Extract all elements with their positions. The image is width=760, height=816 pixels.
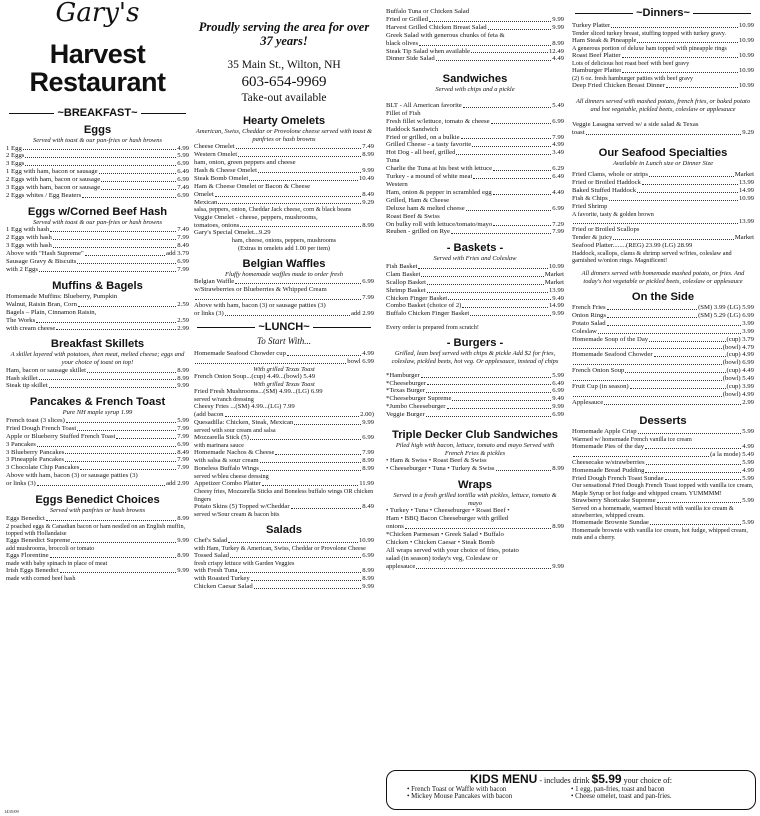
omelets-title: Hearty Omelets: [242, 115, 326, 127]
dinners-heading: ~Dinners~: [572, 10, 754, 18]
dinners-note-3: Lots of delicious hot roast beef with beef gravy: [572, 60, 690, 68]
dinners-note-4: (2) 6 oz. fresh hamburger patties with beef gravy: [572, 75, 694, 83]
menu-item: 7.99: [194, 294, 374, 302]
dinners-list-3: [572, 52, 754, 60]
menu-item: Steak Bomb Omelet 10.49: [194, 174, 374, 182]
menu-item: Homemade Seafood Chowder (cup) 4.99: [572, 351, 754, 359]
kids-menu-box: [386, 770, 756, 810]
menu-item: (add bacon 2.00): [194, 411, 374, 419]
menu-item: 1 Egg with ham, bacon or sausage 6.49: [6, 168, 189, 176]
menu-item: Ham & Cheese Omelet or Bacon & Cheese: [194, 182, 311, 190]
menu-item: Hamburger Platter 10.99: [572, 67, 754, 75]
menu-item: Ham Steak & Pineapple 10.99: [572, 37, 754, 45]
waffles-list: [194, 278, 374, 318]
waffles-title: Belgian Waffles: [242, 257, 326, 270]
salads-note: with Ham, Turkey & American, Swiss, Cheddar or Provolone Cheese: [194, 544, 366, 552]
menu-item: Homemade Seafood Chowder cup 4.99: [194, 349, 374, 357]
menu-item: Coleslaw 3.99: [572, 327, 754, 335]
wraps-title: Wraps: [458, 479, 492, 492]
menu-item: w/Strawberries or Blueberries & Whipped Cream: [194, 286, 327, 294]
side-title: On the Side: [631, 291, 695, 304]
menu-item: tomatoes, onions 8.99: [194, 221, 374, 229]
muffins-title: Muffins & Bagels: [52, 279, 143, 292]
benedict-note-4: made with corned beef hash: [6, 575, 76, 583]
menu-item: Shrimp Basket 13.99: [386, 286, 564, 294]
lunch-list-8: [194, 503, 374, 511]
menu-item: Haddock Sandwich: [386, 125, 439, 133]
menu-item: black olives 8.99: [386, 39, 564, 47]
column-3: [386, 0, 564, 766]
menu-item: 2 Eggs whites / Egg Beaters 6.99: [6, 191, 189, 199]
menu-item: Eggs Benedict 8.99: [6, 514, 189, 522]
omelets-sub: American, Swiss, Cheddar or Provolone cheese served with toast & panfries or hash browns: [195, 128, 373, 143]
burgers-title: - Burgers -: [446, 337, 504, 350]
menu-item: Fried Shrimp: [572, 203, 608, 211]
menu-item: 13.99: [572, 218, 754, 226]
side-list: [572, 304, 754, 407]
sandwiches-title: Sandwiches: [442, 73, 508, 86]
column-1: [6, 0, 189, 808]
menu-item: 3 Pancakes 6.99: [6, 440, 189, 448]
menu-item: Western: [386, 181, 408, 188]
lunch-list: [194, 350, 374, 366]
menu-item: Buffalo Chicken Finger Basket 9.99: [386, 310, 564, 318]
menu-item: with Roasted Turkey 8.99: [194, 574, 374, 582]
benedict-list-4: [6, 567, 189, 575]
wraps-line-3: *Chicken Parmesan • Greek Salad • Buffalo: [386, 531, 504, 539]
menu-item: Chicken Finger Basket 9.49: [386, 294, 564, 302]
lunch-note-4: served with sour cream and salsa: [194, 427, 276, 435]
menu-item: *Hamburger 5.99: [386, 371, 564, 379]
to-start-with: To Start With...: [257, 335, 311, 346]
wraps-line-6: salad (in season) today's veg, Coleslaw or: [386, 554, 498, 562]
takeout: Take-out available: [241, 92, 327, 104]
menu-item: French Onion Soup...(cup) 4.49...(bowl) 5.49: [194, 373, 316, 381]
menu-item: Potato Salad 3.99: [572, 319, 754, 327]
menu-item: Bagels – Plain, Cinnamon Raisin,: [6, 308, 97, 316]
benedict-sub: Served with panfries or hash browns: [49, 507, 146, 515]
menu-item: Harvest Grilled Chicken Breast Salad 9.99: [386, 23, 564, 31]
skillets-title: Breakfast Skillets: [50, 338, 145, 351]
menu-item: 2 Eggs with ham, bacon or sausage 6.99: [6, 176, 189, 184]
menu-item: *Cheeseburger 6.49: [386, 379, 564, 387]
menu-item: 2 Eggs with hash 7.99: [6, 234, 189, 242]
menu-item: Fried Dough French Toast 7.99: [6, 424, 189, 432]
muffins-list: [6, 301, 189, 333]
benedict-list: [6, 515, 189, 523]
menu-item: French Onion Soup (cup) 4.49: [572, 367, 754, 375]
menu-item: bowl 6.99: [194, 358, 374, 366]
benedict-note: 2 poached eggs & Canadian bacon or ham nestled on an English muffin, topped with Hollandaise: [6, 522, 186, 537]
menu-item: Belgian Waffle 6.99: [194, 278, 374, 286]
menu-item: Boneless Buffalo Wings 8.99: [194, 465, 374, 473]
menu-item: Charlie the Tuna at his best with lettuce 6.29: [386, 165, 564, 173]
desserts-list-2: [572, 443, 754, 483]
desserts-note-4: Homemade brownie with vanilla ice cream, hot fudge, whipped cream, nuts and a cherry.: [572, 527, 748, 542]
menu-item: French toast (3 slices) 5.99: [6, 416, 189, 424]
veggie-lasagna: Veggie Lasagna served w/ a side salad & Texas: [572, 121, 699, 129]
salads-title: Salads: [265, 523, 303, 536]
seafood-note: A favorite, tasty & golden brown: [572, 211, 654, 218]
menu-item: Strawberry Shortcake Supreme 5.99: [572, 496, 754, 504]
menu-item: Hot Dog - all beef, grilled 3.49: [386, 149, 564, 157]
kids-item: • French Toast or Waffle with bacon: [407, 786, 507, 793]
menu-item: Apple or Blueberry Stuffed French Toast 7.99: [6, 432, 189, 440]
menu-item: Fried or Broiled Scallops: [572, 226, 640, 234]
club-line-2: • Cheeseburger • Tuna • Turkey & Swiss 8.99: [386, 465, 564, 473]
wraps-line-5: All wraps served with your choice of fries, potato: [386, 546, 519, 554]
menu-item: Ham, bacon or sausage skillet 8.99: [6, 366, 189, 374]
omelets-note: salsa, peppers, onion, Cheddar Jack cheese, corn & black beans: [194, 206, 352, 214]
kids-right-list: [571, 786, 735, 800]
menu-item: Fried Dough French Toast Sundae 5.99: [572, 474, 754, 482]
menu-item: Western Omelet 8.99: [194, 151, 374, 159]
menu-item: Potato Skins (5) Topped w/Cheddar 8.49: [194, 502, 374, 510]
menu-item: Homemade Apple Crisp 5.99: [572, 427, 754, 435]
lunch-list-6: [194, 449, 374, 473]
salads-continued-list: [386, 8, 564, 63]
seafood-list-2: [572, 218, 754, 250]
club-line-1: • Ham & Swiss • Roast Beef & Swiss: [386, 457, 487, 465]
baskets-sub: Served with Fries and Coleslaw: [433, 255, 517, 263]
salads-list-2: [194, 552, 374, 560]
benedict-list-2: [6, 537, 189, 545]
menu-item: The Works 2.59: [6, 316, 189, 324]
kids-item: • 1 egg, pan-fries, toast and bacon: [571, 786, 665, 793]
menu-item: Veggie Omelet - cheese, peppers, mushrooms,: [194, 213, 318, 221]
menu-item: Tossed Salad 6.99: [194, 551, 374, 559]
wraps-line-2: Ham • BBQ Bacon Cheeseburger with grilled: [386, 515, 509, 523]
seafood-title: Our Seafood Specialties: [598, 146, 728, 159]
lunch-note-7: Cheesy fries, Mozzarella Sticks and Boneless buffalo wings OR chicken fingers: [194, 488, 374, 503]
menu-item: Walnut, Raisin Bran, Corn 2.59: [6, 300, 189, 308]
pancakes-list: [6, 417, 189, 488]
benedict-title: Eggs Benedict Choices: [35, 494, 160, 507]
menu-item: (bowl) 5.49: [572, 375, 754, 383]
eggs-sub: Served with toast & our pan-fries or hash browns: [32, 136, 163, 144]
menu-item: Fish & Chips 10.99: [572, 195, 754, 203]
cbh-title: Eggs w/Corned Beef Hash: [27, 205, 168, 218]
menu-item: Tuna: [386, 157, 400, 165]
seafood-sub: Available in Lunch size or Dinner Size: [612, 159, 714, 167]
menu-item: onions 8.99: [386, 523, 564, 531]
menu-item: Eggs Florentine 8.99: [6, 552, 189, 560]
dinners-served-note: All dinners served with mashed potato, french fries, or baked potato and hot vegetable, pickled beets, coleslaw or applesauce: [575, 98, 751, 113]
wraps-line-1: • Turkey • Tuna • Cheeseburger • Roast Beef •: [386, 507, 510, 515]
menu-item: Reuben - grilled on Rye 7.99: [386, 228, 564, 236]
menu-item: Steak Tip Salad when available 12.49: [386, 47, 564, 55]
salads-list-3: [194, 567, 374, 591]
skillets-list: [6, 367, 189, 391]
club-title: Triple Decker Club Sandwiches: [391, 429, 558, 442]
logo-script: Gary's: [55, 0, 140, 28]
kids-left-list: [407, 786, 571, 800]
breakfast-heading: ~BREAKFAST~: [6, 110, 189, 118]
menu-item: Quesadilla: Chicken, Steak, Mexican 9.99: [194, 419, 374, 427]
column-4: [572, 0, 754, 766]
menu-item: Scallop Basket Market: [386, 278, 564, 286]
baskets-note: Every order is prepared from scratch!: [386, 324, 479, 332]
menu-item: with Fresh Tuna 8.99: [194, 567, 374, 575]
eggs-title: Eggs: [83, 123, 112, 136]
sandwiches-list: [386, 102, 564, 236]
omelets-note-3: (Extras in omelets add 1.00 per item): [238, 244, 330, 252]
baskets-title: - Baskets -: [446, 242, 504, 255]
wraps-line-4: Chicken • Chicken Caesar • Steak Bomb: [386, 538, 495, 546]
menu-item: Onion Rings (SM) 5.29 (LG) 6.99: [572, 311, 754, 319]
seafood-served-note: All dinners served with homemade mashed potato, or fries. And today's hot vegetable or pickled beets, coleslaw or applesauce: [581, 270, 745, 285]
dinners-list-4: [572, 67, 754, 75]
desserts-list-3: [572, 497, 754, 505]
menu-item: Grilled, Ham & Cheese: [386, 196, 450, 204]
menu-item: ham, onion, green peppers and cheese: [194, 159, 296, 166]
menu-item: Above with ham, bacon (3) or sausage patties (3): [6, 472, 138, 480]
kids-item: • Cheese omelet, toast and pan-fries.: [571, 793, 672, 800]
address: 35 Main St., Wilton, NH: [227, 59, 341, 71]
tagline: Proudly serving the area for over 37 years!: [198, 20, 370, 48]
menu-item: Baked Stuffed Haddock 14.99: [572, 187, 754, 195]
menu-item: (a la mode) 5.49: [572, 451, 754, 459]
seafood-note-2: Haddock, scallops, clams & shrimp served w/fries, coleslaw and garnished w/onion rings. Magnificent!: [572, 249, 732, 265]
menu-item: Homemade Nachos & Cheese 7.99: [194, 449, 374, 457]
menu-item: Fruit Cup (in season) (cup) 3.99: [572, 383, 754, 391]
burgers-sub: Grilled, lean beef served with chips & pickle Add $2 for fries, coleslaw, pickled beets, hot veg. Or applesauce, instead of chips: [391, 350, 559, 366]
desserts-note-3: Served on a homemade, warmed biscuit with vanilla ice cream & strawberries, whipped cream.: [572, 504, 734, 519]
benedict-list-3: [6, 552, 189, 560]
menu-item: *Jumbo Cheeseburger 9.99: [386, 403, 564, 411]
menu-item: Cheesecake w/strawberries 5.99: [572, 458, 754, 466]
menu-item: Greek Salad with generous chunks of feta &: [386, 31, 505, 39]
menu-item: Homemade Soup of the Day (cup) 3.79: [572, 335, 754, 343]
club-sub: Piled high with bacon, lettuce, tomato and mayo Served with French Fries & pickles: [395, 442, 555, 457]
logo-harvest: Harvest: [49, 39, 146, 69]
pancakes-title: Pancakes & French Toast: [29, 396, 166, 409]
menu-item: Mexican 9.29: [194, 198, 374, 206]
menu-item: Fried or Grilled 9.99: [386, 15, 564, 23]
menu-item: 3 Chocolate Chip Pancakes 7.99: [6, 464, 189, 472]
lunch-list-3: [194, 388, 374, 396]
menu-item: (bowl) 6.99: [572, 359, 754, 367]
menu-item: 3 Blueberry Pancakes 8.49: [6, 448, 189, 456]
menu-item: Fried or Broiled Haddock 13.99: [572, 179, 754, 187]
menu-item: Hash & Cheese Omelet 9.99: [194, 166, 374, 174]
pancakes-sub: Pure NH maple syrup 1.99: [62, 409, 133, 417]
menu-item: Veggie Burger 6.99: [386, 411, 564, 419]
menu-item: Ham, onion & pepper in scrambled egg 4.49: [386, 188, 564, 196]
lunch-note: With grilled Texas Toast: [253, 365, 315, 373]
waffles-sub: Fluffy homemade waffles made to order fresh: [225, 270, 343, 278]
menu-item: Roast Beef Platter 10.99: [572, 52, 754, 60]
muffins-desc: Homemade Muffins: Blueberry, Pumpkin: [6, 292, 118, 300]
benedict-note-3: made with baby spinach in place of meat: [6, 559, 108, 567]
lunch-list-5: [194, 434, 374, 442]
menu-item: Homemade Bread Pudding 4.99: [572, 466, 754, 474]
menu-item: Steak tip skillet 9.99: [6, 382, 189, 390]
menu-item: Clam Basket Market: [386, 270, 564, 278]
menu-item: Seafood Platter........(REG) 23.99 (LG) 28.99: [572, 241, 693, 249]
menu-item: Dinner Side Salad 4.49: [386, 55, 564, 63]
menu-item: 3 Eggs with hash 8.49: [6, 242, 189, 250]
kids-title: KIDS MENU - includes drink $5.99 your choice of:: [469, 772, 673, 786]
menu-item: Fried or grilled, on a bulkie 7.99: [386, 133, 564, 141]
lunch-note-5: with marinara sauce: [194, 442, 244, 450]
menu-item: Deep Fried Chicken Breast Dinner 10.99: [572, 82, 754, 90]
menu-item: with 2 Eggs 7.99: [6, 265, 189, 273]
menu-item: Cheesy Fries ...(SM) 4.99...(LG) 7.99: [194, 403, 295, 411]
dinners-note-2: A generous portion of deluxe ham topped with pineapple rings: [572, 44, 727, 52]
menu-item: Deluxe ham & melted cheese 6.99: [386, 204, 564, 212]
menu-item: Sausage Gravy & Biscuits 6.99: [6, 258, 189, 266]
menu-item: 3 Eggs with ham, bacon or sausage 7.49: [6, 184, 189, 192]
menu-item: with salsa & sour cream 8.99: [194, 457, 374, 465]
menu-item: 3 Eggs 6.99: [6, 160, 189, 168]
menu-item: with cream cheese 2.99: [6, 324, 189, 332]
menu-item: or links (3) add 2.99: [6, 480, 189, 488]
menu-item: (bowl) 4.79: [572, 344, 754, 352]
wraps-sub: Served in a fresh grilled tortilla with pickles, lettuce, tomato & mayo: [393, 492, 557, 507]
menu-item: Fish Basket 10.99: [386, 262, 564, 270]
menu-item: Chef's Salad 10.99: [194, 536, 374, 544]
menu-item: 3 Pineapple Pancakes 7.99: [6, 456, 189, 464]
desserts-note-2: Our sensational Fried Dough French Toast topped with vanilla ice cream, Maple Syrup or hot fudge and whipped cream. YUMMMM!: [572, 482, 754, 497]
baskets-list: [386, 263, 564, 318]
menu-item: On bulky roll with lettuce/tomato/mayo 7.29: [386, 220, 564, 228]
menu-item: Above with ham, bacon (3) or sausage patties (3): [194, 302, 326, 310]
menu-item: Gary's Special Omelet...9.29: [194, 229, 271, 237]
column-2: [194, 0, 374, 808]
menu-item: or links (3) add 2.99: [194, 309, 374, 317]
menu-item: Eggs Benedict Supreme 9.99: [6, 536, 189, 544]
kids-item: • Mickey Mouse Pancakes with bacon: [407, 793, 513, 800]
lunch-list-2: [194, 373, 374, 381]
menu-item: applesauce 9.99: [386, 562, 564, 570]
dinners-list-6: [572, 129, 754, 137]
lunch-list-7: [194, 480, 374, 488]
menu-item: Homemade Pies of the day 4.99: [572, 442, 754, 450]
benedict-note-2: add mushrooms, broccoli or tomato: [6, 544, 95, 552]
dinners-list-5: [572, 82, 754, 90]
lunch-note-2: With grilled Texas Toast: [253, 380, 315, 388]
desserts-list: [572, 428, 754, 436]
footer-code: 1435/09: [4, 809, 19, 814]
dinners-list-2: [572, 37, 754, 45]
dinners-list: [572, 22, 754, 30]
menu-item: Mozzarella Stick (5) 6.99: [194, 434, 374, 442]
dinners-note: Tender sliced turkey breast, stuffing topped with turkey gravy.: [572, 29, 727, 37]
eggs-list: [6, 145, 189, 200]
lunch-list-4: [194, 403, 374, 427]
lunch-heading: ~LUNCH~: [194, 324, 374, 332]
lunch-note-3: served w/ranch dressing: [194, 396, 254, 404]
menu-item: 1 Egg with hash 7.49: [6, 226, 189, 234]
menu-item: Fillet of Fish: [386, 109, 421, 117]
menu-item: Turkey Platter 10.99: [572, 21, 754, 29]
menu-item: Chicken Caesar Salad 9.99: [194, 582, 374, 590]
menu-item: Combo Basket (choice of 2) 14.99: [386, 302, 564, 310]
menu-item: Above with "Hash Supreme" add 3.79: [6, 250, 189, 258]
wraps-list-2: [386, 563, 564, 571]
menu-item: Fried Clams, whole or strips Market: [572, 171, 754, 179]
menu-item: toast 9.29: [572, 128, 754, 136]
menu-item: BLT - All American favorite 5.49: [386, 101, 564, 109]
menu-item: Fried Fresh Mushrooms...(SM) 4.99...(LG) 6.99: [194, 388, 323, 396]
cbh-list: [6, 226, 189, 273]
sandwiches-sub: Served with chips and a pickle: [435, 86, 515, 94]
menu-item: (bowl) 4.99: [572, 391, 754, 399]
menu-item: Irish Eggs Benedict 9.99: [6, 567, 189, 575]
omelets-list-2: [194, 214, 374, 238]
menu-item: Appetizer Combo Platter 11.99: [194, 480, 374, 488]
menu-item: *Texas Burger 6.99: [386, 387, 564, 395]
omelets-note-2: ham, cheese, onions, peppers, mushrooms: [231, 237, 337, 245]
wraps-list: [386, 523, 564, 531]
menu-item: Turkey - a mound of white meat 6.49: [386, 173, 564, 181]
burgers-list: [386, 372, 564, 419]
seafood-list: [572, 171, 754, 211]
lunch-note-6: served w/bleu cheese dressing: [194, 473, 269, 481]
menu-item: Hash skillet 8.99: [6, 374, 189, 382]
omelets-list: [194, 143, 374, 206]
desserts-list-4: [572, 519, 754, 527]
desserts-title: Desserts: [639, 414, 687, 427]
menu-item: Omelet 8.49: [194, 190, 374, 198]
skillets-sub: A skillet layered with potatoes, then meat, melted cheese; eggs and your choice of toast on top!: [10, 351, 185, 366]
menu-item: *Cheeseburger Supreme 9.49: [386, 395, 564, 403]
cbh-sub: Served with toast & our pan-fries or hash browns: [32, 218, 163, 226]
menu-item: Tender & juicy Market: [572, 234, 754, 242]
menu-item: Applesauce 2.99: [572, 398, 754, 406]
menu-item: Homemade Brownie Sundae 5.99: [572, 519, 754, 527]
menu-item: 2 Eggs 5.99: [6, 152, 189, 160]
menu-item: French Fries (SM) 3.99 (LG) 5.99: [572, 304, 754, 312]
menu-item: Grilled Cheese - a tasty favorite 4.99: [386, 141, 564, 149]
salads-list: [194, 537, 374, 545]
salads-note-2: fresh crispy lettuce with Garden Veggies: [194, 559, 295, 567]
menu-item: Buffalo Tuna or Chicken Salad: [386, 8, 470, 15]
logo-restaurant: Restaurant: [29, 67, 166, 97]
menu-item: Fresh fillet w/lettuce, tomato & cheese 6.99: [386, 117, 564, 125]
desserts-note: Warmed w/ homemade French vanilla ice cream: [572, 435, 692, 443]
menu-item: Roast Beef & Swiss: [386, 212, 440, 220]
phone: 603-654-9969: [241, 74, 327, 90]
menu-item: 1 Egg 4.99: [6, 144, 189, 152]
menu-item: Cheese Omelet 7.49: [194, 143, 374, 151]
lunch-note-8: served w/Sour cream & bacon bits: [194, 510, 280, 518]
